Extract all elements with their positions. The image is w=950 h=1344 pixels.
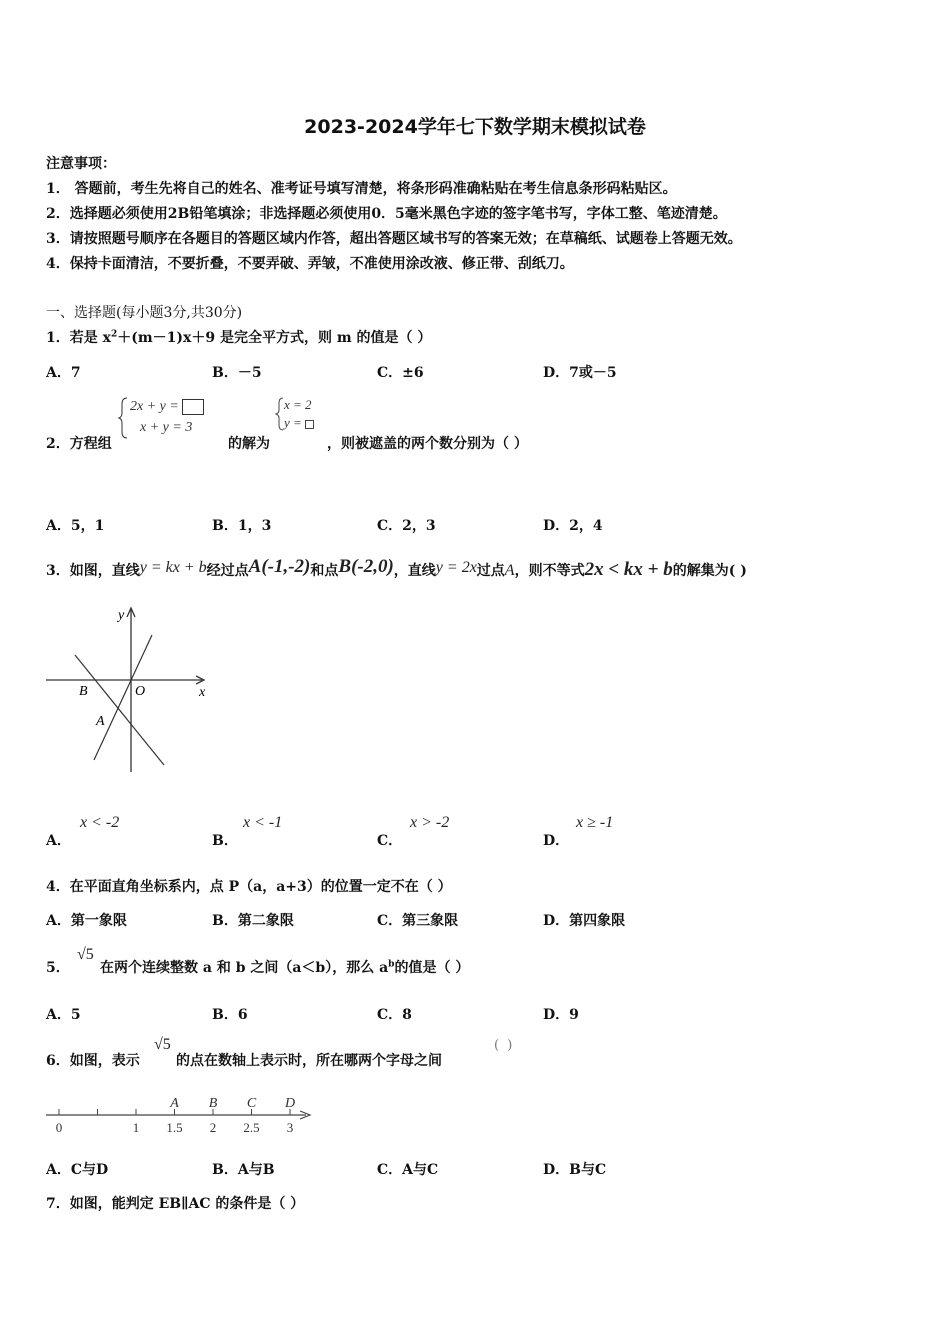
q2-mid: 的解为: [228, 436, 270, 452]
q6-prefix: 6．如图，表示: [46, 1053, 140, 1069]
q3-option-d-expr[interactable]: x ≥ -1: [576, 814, 614, 831]
question-5: 在两个连续整数 a 和 b 之间（a＜b），那么 $a^b$的值是（ ）: [100, 959, 470, 976]
q6-sqrt5: √5: [154, 1036, 171, 1053]
q3-graph: [44, 600, 214, 780]
q2-prefix: 2．方程组: [46, 436, 112, 452]
q5-option-d[interactable]: D．9: [543, 1007, 579, 1023]
question-3: 3．如图，直线y = kx + b经过点A(-1,-2)和点B(-2,0)，直线y = 2x过点A，则不等式2x < kx + b的解集为( ): [46, 556, 747, 580]
notice-item-2: 2．选择题必须使用2B铅笔填涂；非选择题必须使用0．5毫米黑色字迹的签字笔书写，字体工整、笔迹清楚。: [46, 206, 727, 222]
q6-option-d[interactable]: D．B与C: [543, 1162, 607, 1178]
masked-box: [305, 420, 314, 429]
q2-option-a[interactable]: A．5，1: [46, 518, 105, 534]
masked-box: [182, 399, 204, 415]
q6-option-a[interactable]: A．C与D: [46, 1162, 109, 1178]
notice-item-3: 3．请按照题号顺序在各题目的答题区域内作答，超出答题区域书写的答案无效；在草稿纸、试题卷上答题无效。: [46, 231, 742, 247]
number-line-letter-b: B: [208, 1096, 218, 1111]
notice-heading: 注意事项：: [46, 156, 116, 172]
number-line-tick-label: 1: [132, 1120, 140, 1135]
line-kx-b: [75, 655, 164, 765]
number-line-tick-label: 0: [55, 1120, 63, 1135]
q1-option-d[interactable]: D．7或－5: [543, 365, 617, 381]
q4-option-a[interactable]: A．第一象限: [46, 913, 127, 929]
q2-sol1: x = 2: [284, 397, 312, 412]
number-line-letter-a: A: [170, 1096, 179, 1111]
q3-option-a-expr[interactable]: x < -2: [80, 814, 120, 831]
number-line-tick-label: 2.5: [243, 1120, 260, 1135]
q5-option-b[interactable]: B．6: [212, 1007, 248, 1023]
section-heading: 一、选择题(每小题3分,共30分): [46, 305, 243, 321]
q5-option-c[interactable]: C．8: [377, 1007, 412, 1023]
q3-option-c-letter[interactable]: C．: [377, 833, 403, 849]
question-4: 4．在平面直角坐标系内，点 P（a，a+3）的位置一定不在（ ）: [46, 879, 452, 895]
q5-option-a[interactable]: A．5: [46, 1007, 81, 1023]
q4-option-d[interactable]: D．第四象限: [543, 913, 626, 929]
q5-sqrt5: √5: [77, 946, 94, 963]
q6-text: 的点在数轴上表示时，所在哪两个字母之间: [176, 1053, 442, 1069]
label-b: B: [79, 684, 88, 699]
q3-option-d-letter[interactable]: D．: [543, 833, 570, 849]
number-line-tick-label: 2: [209, 1120, 217, 1135]
q4-option-c[interactable]: C．第三象限: [377, 913, 459, 929]
q6-option-b[interactable]: B．A与B: [212, 1162, 275, 1178]
q2-option-c[interactable]: C．2，3: [377, 518, 436, 534]
q1-option-c[interactable]: C．±6: [377, 365, 424, 381]
q3-option-c-expr[interactable]: x > -2: [410, 814, 450, 831]
q6-option-c[interactable]: C．A与C: [377, 1162, 439, 1178]
notice-item-4: 4．保持卡面清洁，不要折叠，不要弄破、弄皱，不准使用涂改液、修正带、刮纸刀。: [46, 256, 574, 272]
q2-sol2: y =: [284, 414, 314, 431]
page-title: 2023-2024学年七下数学期末模拟试卷: [304, 116, 646, 138]
q5-num: 5．: [46, 960, 70, 976]
q1-option-b[interactable]: B．－5: [212, 365, 262, 381]
label-y: y: [118, 608, 125, 623]
question-1: 1．若是 $x^2+(m-1)x+9$ 是完全平方式，则 m 的值是（ ）: [46, 329, 432, 346]
number-line-tick-label: 3: [286, 1120, 294, 1135]
number-line-tick-label: 1.5: [166, 1120, 183, 1135]
q3-option-a-letter[interactable]: A．: [46, 833, 71, 849]
q3-option-b-letter[interactable]: B．: [212, 833, 238, 849]
q2-eq2: x + y = 3: [140, 420, 193, 435]
label-a: A: [96, 714, 105, 729]
q2-eq1: 2x + y =: [130, 397, 204, 417]
number-line-letter-d: D: [284, 1096, 296, 1111]
q3-option-b-expr[interactable]: x < -1: [243, 814, 283, 831]
q4-option-b[interactable]: B．第二象限: [212, 913, 294, 929]
q2-suffix: ，则被遮盖的两个数分别为（ ）: [327, 436, 528, 452]
notice-item-1: 1． 答题前，考生先将自己的姓名、准考证号填写清楚，将条形码准确粘贴在考生信息条形码粘贴区。: [46, 181, 677, 197]
q2-option-b[interactable]: B．1，3: [212, 518, 272, 534]
q6-number-line: [44, 1090, 319, 1138]
q2-option-d[interactable]: D．2，4: [543, 518, 603, 534]
label-o: O: [135, 684, 146, 699]
question-7: 7．如图，能判定 EB∥AC 的条件是（ ）: [46, 1196, 305, 1212]
q1-option-a[interactable]: A．7: [46, 365, 81, 381]
label-x: x: [199, 685, 206, 700]
q6-paren: ( ): [494, 1038, 515, 1053]
number-line-letter-c: C: [246, 1096, 257, 1111]
